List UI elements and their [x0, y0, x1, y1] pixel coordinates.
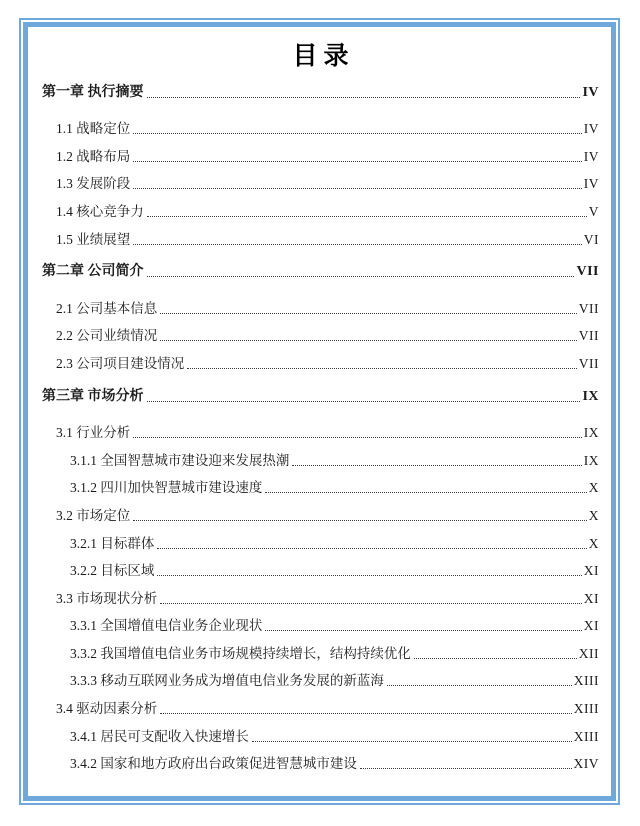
toc-entry-page: XII [578, 645, 599, 661]
page-border-outer [19, 18, 620, 805]
toc-entry[interactable] [42, 689, 599, 717]
toc-entry-label: 3.1.2 四川加快智慧城市建设速度 [70, 480, 263, 496]
toc-leader-dots [265, 492, 586, 493]
toc-leader-dots [157, 548, 586, 549]
toc-entry[interactable] [42, 253, 599, 281]
toc-entry-page: IV [583, 148, 599, 164]
toc-leader-dots [133, 437, 582, 438]
toc-entry-label: 3.3.3 移动互联网业务成为增值电信业务发展的新蓝海 [70, 673, 384, 689]
toc-entry-page: VII [576, 264, 599, 280]
toc-leader-dots [160, 340, 577, 341]
page-content [28, 27, 611, 796]
toc-entry-page: IV [583, 121, 599, 137]
toc-entry-page: VI [583, 231, 599, 247]
toc-entry[interactable] [42, 634, 599, 662]
toc-entry-page: X [588, 480, 599, 496]
toc-leader-dots [187, 368, 577, 369]
toc-entry-label: 3.2 市场定位 [56, 507, 131, 523]
toc-entry-page: XI [583, 563, 599, 579]
page-title: 目录 [292, 43, 355, 70]
toc-entry[interactable] [42, 745, 599, 773]
toc-leader-dots [133, 161, 582, 162]
toc-entry-label: 3.1 行业分析 [56, 425, 131, 441]
toc-entry[interactable] [42, 607, 599, 635]
toc-entry[interactable] [42, 165, 599, 193]
toc-entry-label: 2.2 公司业绩情况 [56, 328, 158, 344]
toc-entry-label: 3.2.2 目标区域 [70, 563, 155, 579]
toc-entry[interactable] [42, 289, 599, 317]
toc-entry-label: 3.2.1 目标群体 [70, 535, 155, 551]
toc-entry[interactable] [42, 317, 599, 345]
toc-entry[interactable] [42, 73, 599, 101]
toc-leader-dots [147, 216, 587, 217]
toc-entry[interactable] [42, 220, 599, 248]
toc-leader-dots [360, 768, 572, 769]
toc-entry-page: XIII [573, 728, 599, 744]
page-border-inner [23, 22, 616, 801]
toc-entry-label: 2.1 公司基本信息 [56, 300, 158, 316]
toc-leader-dots [133, 188, 582, 189]
toc-entry[interactable] [42, 441, 599, 469]
toc-entry[interactable] [42, 717, 599, 745]
toc-leader-dots [387, 685, 572, 686]
toc-entry-label: 1.1 战略定位 [56, 121, 131, 137]
toc-entry[interactable] [42, 662, 599, 690]
toc-entry-label: 1.4 核心竞争力 [56, 203, 144, 219]
toc-entry[interactable] [42, 110, 599, 138]
toc-leader-dots [133, 244, 582, 245]
toc-entry[interactable] [42, 469, 599, 497]
toc-leader-dots [414, 658, 577, 659]
toc-entry-label: 3.3 市场现状分析 [56, 590, 158, 606]
toc-entry-label: 3.3.1 全国增值电信业务企业现状 [70, 618, 263, 634]
toc-entry-label: 3.4 驱动因素分析 [56, 701, 158, 717]
toc-leader-dots [133, 520, 587, 521]
toc-entry[interactable] [42, 344, 599, 372]
toc-entry-label: 第一章 执行摘要 [42, 84, 144, 100]
toc-entry[interactable] [42, 496, 599, 524]
toc-entry-page: XIII [573, 673, 599, 689]
toc-entry-label: 第二章 公司简介 [42, 264, 144, 280]
toc-entry[interactable] [42, 524, 599, 552]
toc-leader-dots [147, 97, 581, 98]
toc-entry-label: 1.3 发展阶段 [56, 176, 131, 192]
toc-entry-label: 3.4.2 国家和地方政府出台政策促进智慧城市建设 [70, 756, 357, 772]
toc-entry-page: XIII [573, 701, 599, 717]
toc-leader-dots [160, 713, 572, 714]
toc-leader-dots [252, 741, 572, 742]
toc-entry[interactable] [42, 552, 599, 580]
toc-entry-page: IV [583, 176, 599, 192]
toc-entry-page: XI [583, 618, 599, 634]
toc-entry-label: 3.3.2 我国增值电信业务市场规模持续增长，结构持续优化 [70, 645, 411, 661]
toc-entry-label: 1.5 业绩展望 [56, 231, 131, 247]
toc-leader-dots [157, 575, 581, 576]
toc-entry-page: X [588, 507, 599, 523]
toc-entry-page: VII [578, 328, 599, 344]
toc-entry-label: 第三章 市场分析 [42, 388, 144, 404]
toc-leader-dots [133, 133, 582, 134]
toc-entry-page: X [588, 535, 599, 551]
toc-leader-dots [292, 465, 581, 466]
toc-leader-dots [147, 401, 581, 402]
toc-leader-dots [265, 630, 581, 631]
toc-leader-dots [160, 313, 577, 314]
toc-entry-page: V [588, 203, 599, 219]
toc-entry[interactable] [42, 377, 599, 405]
toc-entry-page: XI [583, 590, 599, 606]
toc-leader-dots [147, 276, 575, 277]
toc-entry-page: VII [578, 300, 599, 316]
toc-entry-page: IX [583, 452, 599, 468]
toc-entry[interactable] [42, 137, 599, 165]
toc-entry-label: 1.2 战略布局 [56, 148, 131, 164]
toc-entry-label: 3.4.1 居民可支配收入快速增长 [70, 728, 249, 744]
toc-entry-page: IX [583, 425, 599, 441]
toc-entry[interactable] [42, 414, 599, 442]
toc-entry-page: XIV [573, 756, 599, 772]
toc-entry-page: IV [582, 84, 599, 100]
toc-entry-label: 3.1.1 全国智慧城市建设迎来发展热潮 [70, 452, 290, 468]
toc-entry-page: IX [582, 388, 599, 404]
toc-entry-page: VII [578, 355, 599, 371]
toc-entry-label: 2.3 公司项目建设情况 [56, 355, 185, 371]
toc-leader-dots [160, 603, 582, 604]
toc-list [42, 73, 599, 772]
toc-entry[interactable] [42, 192, 599, 220]
toc-entry[interactable] [42, 579, 599, 607]
